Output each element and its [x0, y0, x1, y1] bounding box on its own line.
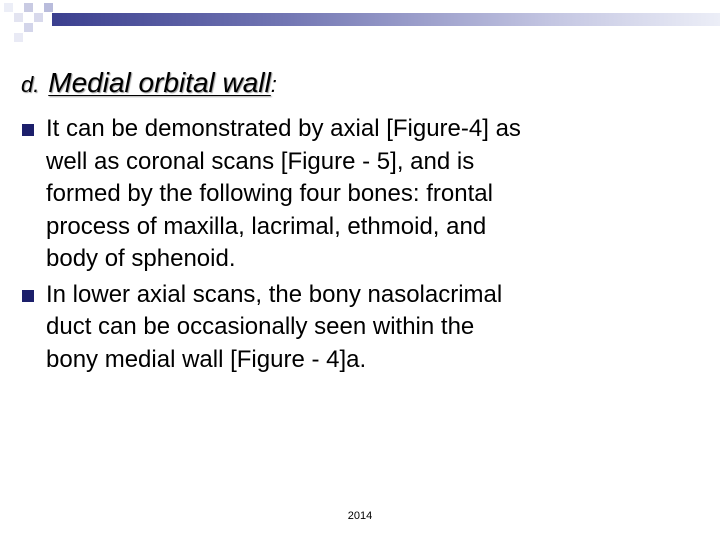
bullet-line: process of maxilla, lacrimal, ethmoid, and — [46, 212, 487, 240]
deco-square — [4, 3, 13, 12]
square-bullet-icon — [22, 124, 34, 136]
bullet-item — [21, 279, 701, 377]
footer-year: 2014 — [347, 510, 373, 522]
deco-square — [34, 13, 43, 22]
bullet-line: well as coronal scans [Figure - 5], and is — [46, 147, 475, 175]
square-bullet-icon — [22, 290, 34, 302]
deco-square — [24, 3, 33, 12]
title-prefix: d. — [21, 72, 40, 97]
deco-square — [24, 23, 33, 32]
bullet-line: duct can be occasionally seen within the — [46, 313, 475, 340]
deco-square — [44, 3, 53, 12]
title-colon: : — [270, 72, 277, 97]
bullet-line: formed by the following four bones: frontal — [46, 180, 493, 207]
bullet-line: body of sphenoid. — [46, 245, 236, 272]
deco-square — [14, 13, 23, 22]
bullet-list — [21, 113, 701, 379]
bullet-line: bony medial wall [Figure - 4]a. — [46, 345, 367, 373]
deco-square — [14, 33, 23, 42]
decorative-squares — [0, 0, 60, 50]
slide-title — [21, 63, 277, 103]
bullet-item — [21, 113, 701, 276]
bullet-line: In lower axial scans, the bony nasolacrimal — [46, 280, 503, 308]
header-gradient-bar — [52, 13, 720, 26]
title-main: Medial orbital wall — [48, 67, 271, 98]
bullet-line: It can be demonstrated by axial [Figure-4] as — [46, 115, 521, 142]
